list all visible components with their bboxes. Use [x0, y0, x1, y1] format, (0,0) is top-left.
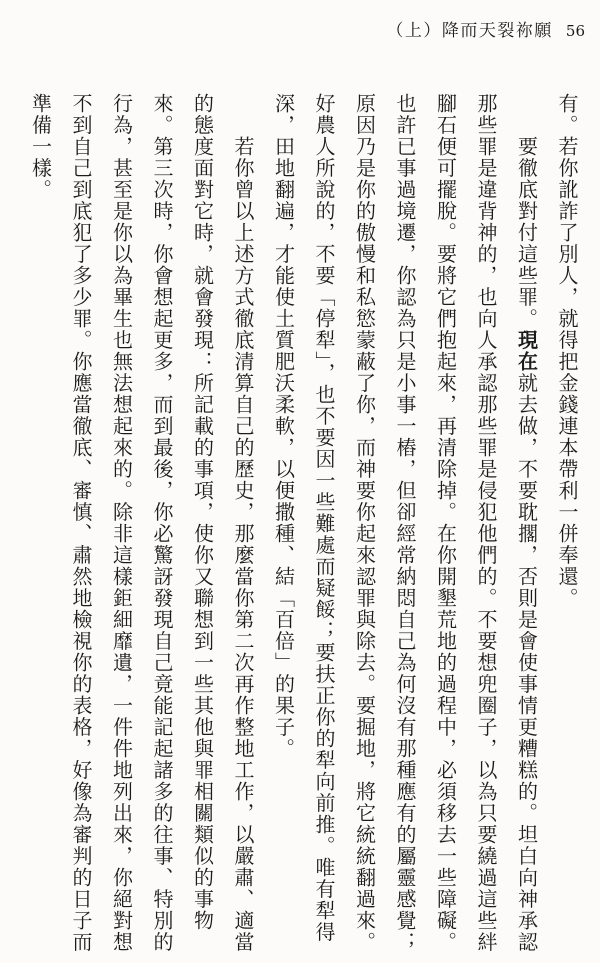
text-block: [19, 93, 586, 953]
paragraph: [19, 93, 262, 953]
emphasis-run: 現在: [514, 329, 537, 373]
running-head: [386, 16, 585, 41]
text-run: 有。若你訛詐了別人，就得把金錢連本帶利一併奉還。: [555, 93, 577, 609]
paragraph: [262, 93, 546, 953]
paragraph: [546, 93, 587, 953]
text-run: 若你曾以上述方式徹底清算自己的歷史，那麼當你第二次再作整地工作，以嚴肅、適當的態度面對它時，就會發現：所記載的事項，使你又聯想到一些其他與罪相關類似的事物來。第三次時，你會想起更多，而到最後，你必驚訝發現自己竟能記起諸多的往事、特別的行為，甚至是你以為畢生也無法想起來的。除非這樣鉅細靡遺，一件件地列出來，你絕對想不到自己到底犯了多少罪。你應當徹底、審慎、肅然地檢視你的表格，好像為審判的日子而準備一樣。: [28, 93, 253, 953]
text-run: 要徹底對付這些罪。: [514, 136, 537, 330]
text-run: 就去做，不要耽擱，否則是會使事情更糟糕的。坦白向神承認那些罪是違背神的，也向人承認那些罪是侵犯他們的。不要想兜圈子，以為只要繞過這些絆腳石便可擺脫。要將它們抱起來，再清除掉。在你開墾荒地的過程中，必須移去一些障礙。也許已事過境遷，你認為只是小事一樁，但卻經常納悶自己為何沒有那種應有的屬靈感覺；原因乃是你的傲慢和私慾蒙蔽了你，而神要你起來認罪與除去。要掘地，將它統統翻過來。好農人所說的，不要「停犁」，也不要因一些難處而疑餒；要扶正你的犁向前推。唯有犁得深，田地翻遍，才能使土質肥沃柔軟，以便撒種、結「百倍」的果子。: [271, 93, 537, 953]
page-number: 56: [565, 22, 585, 40]
running-head-title: （上）降而天裂祢願: [386, 21, 553, 40]
